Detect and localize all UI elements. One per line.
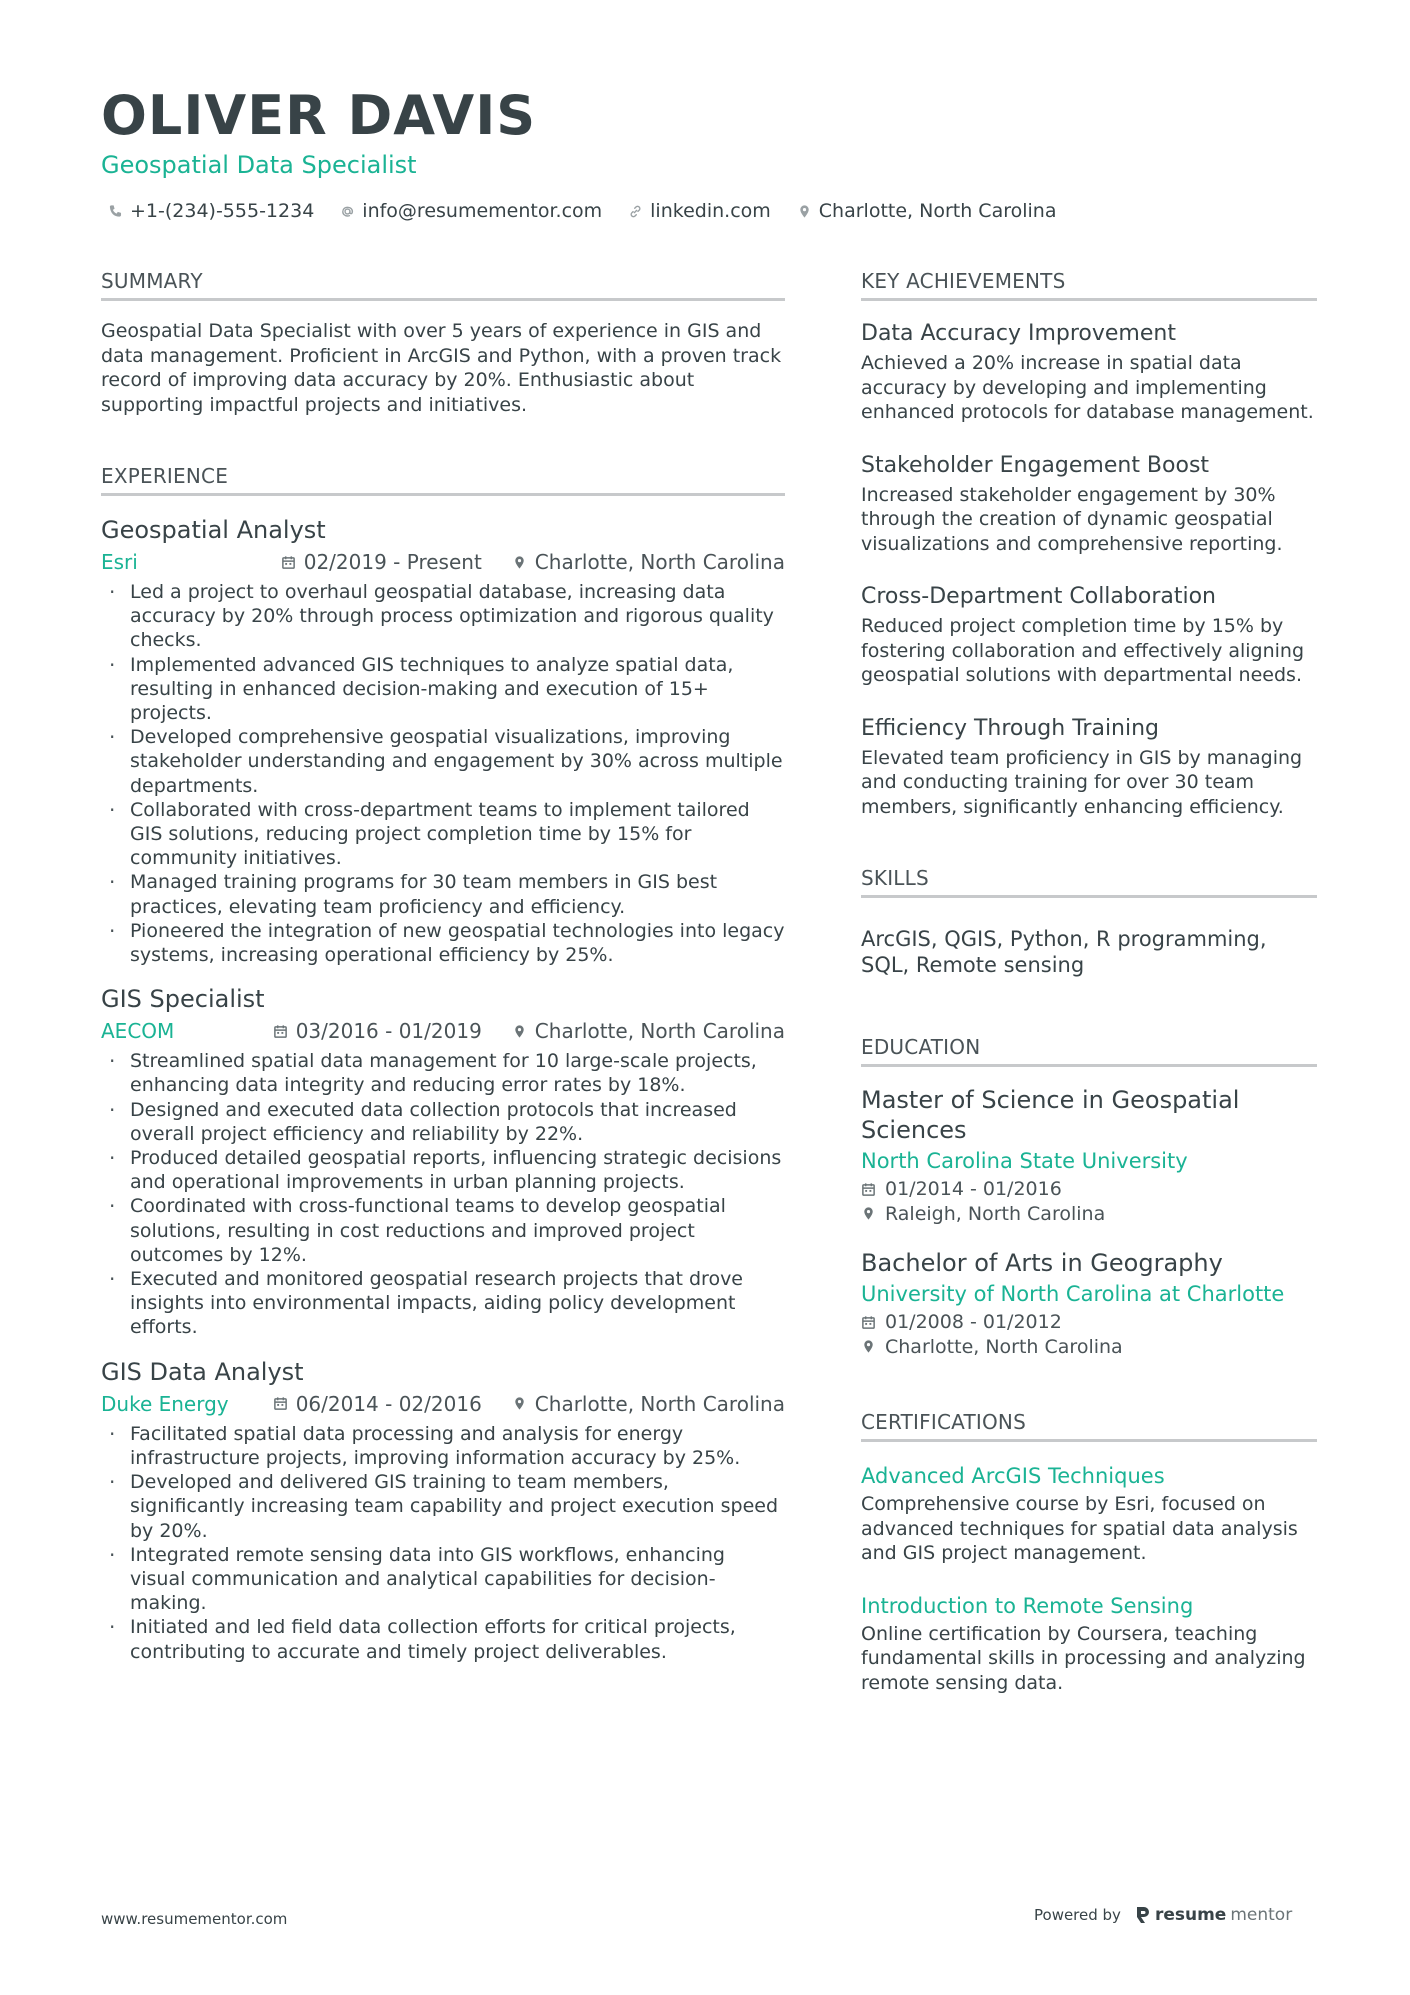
education-school: North Carolina State University [861, 1149, 1188, 1173]
achievement-desc: Reduced project completion time by 15% by fostering collaboration and effectively aligning geospatial solutions with departmental needs. [861, 615, 1305, 686]
certification-desc: Online certification by Coursera, teaching fundamental skills in processing and analyzing remote sensing data. [861, 1622, 1306, 1694]
location-icon [512, 1024, 527, 1039]
job-location [512, 1017, 785, 1045]
location-icon [861, 1206, 876, 1221]
location-icon [861, 1339, 876, 1354]
job-bullet: · Designed and executed data collection protocols that increased overall project efficiency and reliability by 22%. [101, 1098, 785, 1146]
job-company: Esri [101, 550, 138, 574]
contact-phone[interactable] [108, 198, 314, 224]
location-icon [797, 204, 812, 219]
job-dates-text: 06/2014 - 02/2016 [295, 1391, 482, 1416]
candidate-name: OLIVER DAVIS [101, 84, 537, 147]
job-meta [101, 1017, 785, 1045]
job-bullet: · Coordinated with cross-functional teams to develop geospatial solutions, resulting in cost reductions and improved project outcomes by 12%. [101, 1194, 785, 1267]
job-dates-text: 02/2019 - Present [303, 550, 482, 574]
job-company: AECOM [101, 1019, 175, 1044]
contact-bar [108, 198, 1056, 224]
location-icon [512, 1396, 527, 1411]
experience-heading: EXPERIENCE [101, 463, 785, 496]
education-school: University of North Carolina at Charlotte [861, 1282, 1285, 1306]
skills-heading: SKILLS [861, 865, 1317, 898]
education-dates-text: 01/2014 - 01/2016 [885, 1178, 1062, 1200]
achievement-item [861, 714, 1317, 820]
contact-linkedin[interactable] [628, 198, 771, 224]
job-bullet: · Developed comprehensive geospatial visualizations, improving stakeholder understanding and engagement by 30% across multiple departments. [101, 725, 785, 798]
certification-item [861, 1590, 1317, 1696]
calendar-icon [861, 1315, 876, 1330]
job-bullet: · Collaborated with cross-department teams to implement tailored GIS solutions, reducing project completion time by 15% for community initiatives. [101, 798, 785, 871]
certification-item [861, 1460, 1317, 1566]
footer-url[interactable]: www.resumementor.com [101, 1910, 288, 1928]
job-bullets [101, 580, 785, 967]
job-location [512, 548, 785, 576]
calendar-icon [861, 1182, 876, 1197]
job-dates [273, 1390, 482, 1418]
job-meta [101, 1390, 785, 1418]
job-title: GIS Specialist [101, 985, 265, 1014]
brand-part1: resume [1154, 1905, 1227, 1925]
education-dates [861, 1310, 1317, 1335]
job-bullet: · Streamlined spatial data management for 10 large-scale projects, enhancing data integrity and reducing error rates by 18%. [101, 1049, 785, 1097]
footer-brand[interactable] [1034, 1905, 1292, 1925]
summary-text: Geospatial Data Specialist with over 5 years of experience in GIS and data management. Proficient in ArcGIS and Python, with a proven track record of improving data accuracy by 20%. Enthusiastic about supporting impactful projects and initiatives. [101, 320, 782, 416]
job-dates [281, 548, 482, 576]
resumementor-logo-icon [1135, 1906, 1151, 1924]
education-heading: EDUCATION [861, 1034, 1317, 1067]
certification-title: Introduction to Remote Sensing [861, 1593, 1194, 1618]
job-location-text: Charlotte, North Carolina [534, 1391, 785, 1416]
education-dates [861, 1177, 1317, 1202]
achievement-title: Efficiency Through Training [861, 715, 1160, 741]
calendar-icon [281, 555, 296, 570]
job-entry [101, 514, 785, 967]
achievement-title: Data Accuracy Improvement [861, 321, 1176, 346]
job-bullet: · Pioneered the integration of new geospatial technologies into legacy systems, increasing operational efficiency by 25%. [101, 919, 785, 967]
education-location-text: Raleigh, North Carolina [885, 1202, 1106, 1225]
powered-by-label: Powered by [1034, 1906, 1121, 1924]
skills-text: ArcGIS, QGIS, Python, R programming, SQL, Remote sensing [861, 927, 1267, 977]
left-column [101, 268, 785, 1680]
job-location-text: Charlotte, North Carolina [534, 550, 785, 574]
education-degree: Bachelor of Arts in Geography [861, 1249, 1223, 1277]
education-location [861, 1335, 1317, 1360]
job-meta [101, 548, 785, 576]
achievements-heading: KEY ACHIEVEMENTS [861, 268, 1317, 301]
education-item [861, 1248, 1317, 1359]
achievement-desc: Achieved a 20% increase in spatial data accuracy by developing and implementing enhanced protocols for database management. [861, 352, 1314, 423]
achievement-desc: Increased stakeholder engagement by 30% through the creation of dynamic geospatial visualizations and comprehensive reporting. [861, 483, 1283, 555]
certification-desc: Comprehensive course by Esri, focused on advanced techniques for spatial data analysis and GIS project management. [861, 1493, 1298, 1564]
job-location-text: Charlotte, North Carolina [534, 1019, 785, 1044]
certification-title: Advanced ArcGIS Techniques [861, 1464, 1165, 1488]
job-bullet: · Produced detailed geospatial reports, influencing strategic decisions and operational improvements in urban planning projects. [101, 1146, 785, 1194]
contact-location [797, 198, 1057, 224]
job-title: GIS Data Analyst [101, 1357, 304, 1386]
achievement-desc: Elevated team proficiency in GIS by managing and conducting training for over 30 team members, significantly enhancing efficiency. [861, 746, 1303, 818]
achievement-item [861, 451, 1317, 557]
job-bullet: · Led a project to overhaul geospatial database, increasing data accuracy by 20% through process optimization and rigorous quality checks. [101, 580, 785, 653]
job-bullet: · Facilitated spatial data processing and analysis for energy infrastructure projects, improving information accuracy by 25%. [101, 1422, 785, 1470]
job-dates-text: 03/2016 - 01/2019 [295, 1019, 482, 1044]
job-entry [101, 983, 785, 1339]
contact-linkedin-text: linkedin.com [650, 200, 771, 222]
job-bullets [101, 1422, 785, 1664]
right-column [861, 268, 1317, 1719]
job-location [512, 1390, 785, 1418]
job-bullet: · Managed training programs for 30 team members in GIS best practices, elevating team proficiency and efficiency. [101, 870, 785, 918]
job-bullet: · Integrated remote sensing data into GIS workflows, enhancing visual communication and analytical capabilities for decision-making. [101, 1543, 785, 1616]
education-dates-text: 01/2008 - 01/2012 [885, 1311, 1062, 1333]
calendar-icon [273, 1024, 288, 1039]
education-degree: Master of Science in Geospatial Sciences [861, 1086, 1240, 1144]
at-icon [340, 204, 355, 219]
summary-heading: SUMMARY [101, 268, 785, 301]
candidate-headline: Geospatial Data Specialist [101, 151, 417, 179]
job-title: Geospatial Analyst [101, 516, 326, 544]
job-entry [101, 1356, 785, 1664]
education-item [861, 1085, 1317, 1226]
contact-email[interactable] [340, 198, 602, 224]
job-bullet: · Executed and monitored geospatial research projects that drove insights into environmental impacts, aiding policy development efforts. [101, 1267, 785, 1340]
contact-location-text: Charlotte, North Carolina [818, 200, 1057, 222]
achievement-item [861, 582, 1317, 688]
calendar-icon [273, 1396, 288, 1411]
resumementor-logo [1135, 1905, 1292, 1925]
location-icon [512, 555, 527, 570]
job-company: Duke Energy [101, 1391, 229, 1416]
brand-part2: mentor [1230, 1905, 1293, 1925]
achievement-title: Cross-Department Collaboration [861, 584, 1216, 609]
contact-phone-text: +1-(234)-555-1234 [130, 200, 315, 222]
phone-icon [108, 204, 123, 219]
job-bullet: · Developed and delivered GIS training to team members, significantly increasing team capability and project execution speed by 20%. [101, 1470, 785, 1543]
education-location-text: Charlotte, North Carolina [885, 1335, 1123, 1358]
job-bullets [101, 1049, 785, 1339]
achievement-item [861, 319, 1317, 425]
job-bullet: · Implemented advanced GIS techniques to analyze spatial data, resulting in enhanced decision-making and execution of 15+ projects. [101, 653, 785, 726]
certifications-heading: CERTIFICATIONS [861, 1409, 1317, 1442]
achievement-title: Stakeholder Engagement Boost [861, 452, 1210, 478]
link-icon [628, 204, 643, 219]
contact-email-text: info@resumementor.com [362, 200, 603, 222]
education-location [861, 1202, 1317, 1227]
job-dates [273, 1017, 482, 1045]
job-bullet: · Initiated and led field data collection efforts for critical projects, contributing to accurate and timely project deliverables. [101, 1615, 785, 1663]
